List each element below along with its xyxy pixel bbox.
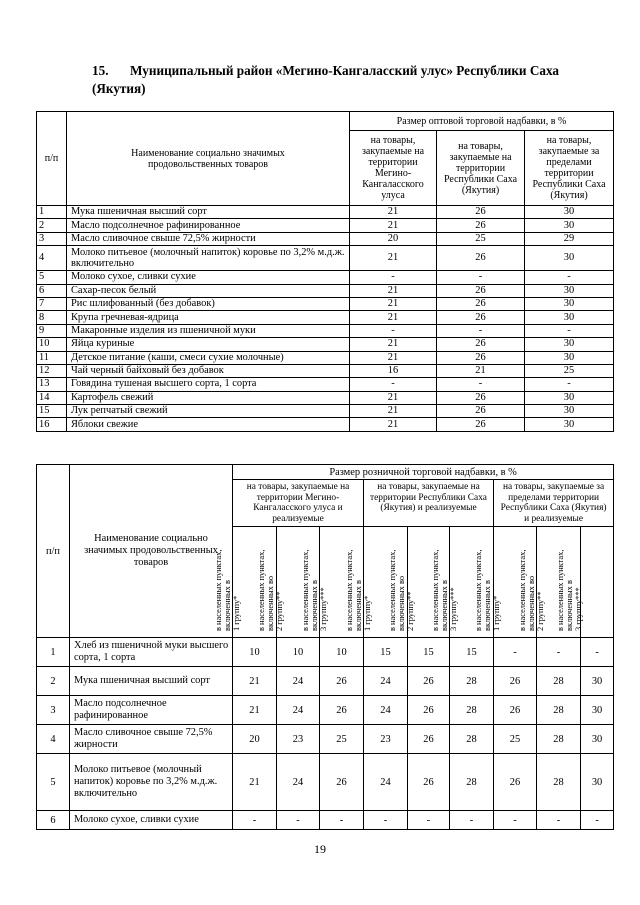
markup-value: - (581, 638, 614, 667)
table-row (37, 232, 614, 245)
vertical-header-line: в населенных пунктах, (517, 549, 527, 631)
vertical-header-line: 3 группу*** (318, 587, 328, 631)
markup-value: 24 (364, 667, 408, 696)
row-number: 8 (37, 311, 67, 324)
markup-value: 26 (437, 391, 525, 404)
markup-value: 30 (525, 338, 614, 351)
product-name: Молоко сухое, сливки сухие (70, 811, 233, 830)
col-name-header: Наименование социально значимых продовольственных товаров (67, 112, 350, 206)
row-number: 16 (37, 418, 67, 431)
col-name-header: Наименование социально значимых продовольственных товаров (70, 465, 233, 638)
section-title: Муниципальный район «Мегино-Кангаласский улус» Республики Саха (Якутия) (92, 63, 559, 96)
vertical-header-line: включенных во (526, 575, 536, 631)
markup-value: 30 (525, 391, 614, 404)
markup-value: 28 (450, 754, 494, 811)
markup-value: 26 (320, 754, 364, 811)
markup-value: 21 (350, 246, 437, 271)
table-row (37, 297, 614, 310)
product-name: Молоко питьевое (молочный напиток) коровье по 3,2% м.д.ж. включительно (70, 754, 233, 811)
markup-value: 30 (525, 311, 614, 324)
vertical-header-line: 3 группу*** (574, 587, 584, 631)
markup-value: 26 (437, 284, 525, 297)
markup-value: 15 (408, 638, 450, 667)
markup-value: - (525, 271, 614, 284)
row-number: 4 (37, 246, 67, 271)
markup-value: 28 (537, 667, 581, 696)
markup-value: 24 (277, 754, 320, 811)
table-row (37, 324, 614, 337)
row-number: 15 (37, 405, 67, 418)
markup-value: 30 (525, 418, 614, 431)
markup-value: 30 (581, 754, 614, 811)
row-number: 1 (37, 206, 67, 219)
product-name: Хлеб из пшеничной муки высшего сорта, 1 сорта (70, 638, 233, 667)
markup-value: 25 (320, 725, 364, 754)
markup-value: 21 (437, 364, 525, 377)
markup-value: 30 (525, 206, 614, 219)
product-name: Сахар-песок белый (67, 284, 350, 297)
product-name: Масло подсолнечное рафинированное (67, 219, 350, 232)
retail-group-header: на товары, закупаемые за пределами территории Республики Саха (Якутия) и реализуемые (494, 480, 614, 527)
markup-value: - (581, 811, 614, 830)
markup-value: 26 (494, 667, 537, 696)
row-number: 2 (37, 219, 67, 232)
table-row (37, 338, 614, 351)
table-row (37, 311, 614, 324)
markup-value: - (233, 811, 277, 830)
product-name: Картофель свежий (67, 391, 350, 404)
row-number: 4 (37, 725, 70, 754)
product-name: Масло подсолнечное рафинированное (70, 696, 233, 725)
wholesale-markup-table (36, 111, 614, 432)
row-number: 2 (37, 667, 70, 696)
section-heading (92, 62, 562, 98)
markup-value: 10 (277, 638, 320, 667)
vertical-header-text (474, 527, 501, 631)
product-name: Лук репчатый свежий (67, 405, 350, 418)
markup-value: 21 (350, 284, 437, 297)
markup-value: 21 (233, 696, 277, 725)
row-number: 5 (37, 271, 67, 284)
markup-value: 21 (350, 418, 437, 431)
markup-value: - (494, 811, 537, 830)
markup-value: 21 (350, 297, 437, 310)
markup-value: 21 (350, 311, 437, 324)
table-row (37, 364, 614, 377)
vertical-header-line: 3 группу*** (448, 587, 458, 631)
markup-value: 21 (233, 667, 277, 696)
product-name: Крупа гречневая-ядрица (67, 311, 350, 324)
table-row (37, 246, 614, 271)
vertical-header-line: в населенных пунктах, (257, 549, 266, 631)
markup-value: - (350, 378, 437, 391)
markup-value: 30 (525, 351, 614, 364)
markup-value: - (494, 638, 537, 667)
wholesale-sub-header: на товары, закупаемые на территории Мегино-Кангаласского улуса (350, 131, 437, 206)
markup-value: 15 (364, 638, 408, 667)
markup-value: 24 (277, 667, 320, 696)
markup-value: 23 (277, 725, 320, 754)
vertical-header-text (431, 527, 458, 631)
product-name: Масло сливочное свыше 72,5% жирности (67, 232, 350, 245)
markup-value: 26 (437, 418, 525, 431)
markup-value: - (350, 324, 437, 337)
table-row (37, 271, 614, 284)
vertical-header-line: 2 группу** (405, 591, 415, 631)
retail-group-header: на товары, закупаемые на территории Республики Саха (Якутия) и реализуемые (364, 480, 494, 527)
vertical-header-line: 1 группу* (231, 595, 241, 631)
table-row (37, 405, 614, 418)
markup-value: 26 (437, 206, 525, 219)
markup-value: 26 (320, 696, 364, 725)
vertical-header-line: в населенных пунктах, (213, 549, 223, 631)
markup-value: 10 (320, 638, 364, 667)
table-row (37, 284, 614, 297)
markup-value: 26 (437, 246, 525, 271)
table-row (37, 378, 614, 391)
product-name: Яйца куриные (67, 338, 350, 351)
vertical-header-line: 2 группу** (535, 591, 545, 631)
retail-settlement-group-header (556, 527, 614, 638)
markup-value: 25 (494, 725, 537, 754)
product-name: Молоко питьевое (молочный напиток) коровье по 3,2% м.д.ж. включительно (67, 246, 350, 271)
markup-value: - (320, 811, 364, 830)
product-name: Чай черный байховый без добавок (67, 364, 350, 377)
vertical-header-line: включенных в (309, 580, 319, 631)
markup-value: - (350, 271, 437, 284)
vertical-header-line: в населенных пунктах, (300, 549, 310, 631)
markup-value: 26 (320, 667, 364, 696)
table-row (37, 638, 614, 667)
markup-value: 24 (364, 696, 408, 725)
vertical-header-line: 2 группу** (275, 591, 284, 631)
markup-value: - (525, 324, 614, 337)
markup-value: 30 (525, 405, 614, 418)
row-number: 7 (37, 297, 67, 310)
vertical-header-line: в населенных пунктах, (430, 549, 440, 631)
markup-value: - (525, 378, 614, 391)
vertical-header-line: в населенных пунктах, (556, 549, 566, 631)
markup-value: - (450, 811, 494, 830)
row-number: 6 (37, 811, 70, 830)
vertical-header-text (518, 527, 545, 631)
markup-value: 30 (581, 667, 614, 696)
markup-value: 28 (450, 667, 494, 696)
table-row (37, 696, 614, 725)
markup-value: 21 (350, 219, 437, 232)
product-name: Говядина тушеная высшего сорта, 1 сорта (67, 378, 350, 391)
row-number: 11 (37, 351, 67, 364)
markup-value: 26 (408, 725, 450, 754)
vertical-header-line: в населенных пунктах, (474, 549, 483, 631)
vertical-header-line: 1 группу* (362, 595, 372, 631)
markup-value: - (537, 638, 581, 667)
product-name: Мука пшеничная высший сорт (67, 206, 350, 219)
retail-group-header: на товары, закупаемые на территории Мегино-Кангаласского улуса и реализуемые (233, 480, 364, 527)
product-name: Детское питание (каши, смеси сухие молочные) (67, 351, 350, 364)
vertical-header-line: включенных в (353, 580, 363, 631)
markup-value: 21 (350, 338, 437, 351)
markup-value: 26 (408, 754, 450, 811)
row-number: 3 (37, 696, 70, 725)
row-number: 1 (37, 638, 70, 667)
markup-value: 25 (437, 232, 525, 245)
page-number: 19 (314, 842, 326, 856)
markup-value: 28 (450, 725, 494, 754)
table-row (37, 725, 614, 754)
markup-value: 21 (350, 391, 437, 404)
markup-value: - (437, 378, 525, 391)
row-number: 3 (37, 232, 67, 245)
markup-value: 10 (233, 638, 277, 667)
markup-value: 28 (450, 696, 494, 725)
product-name: Мука пшеничная высший сорт (70, 667, 233, 696)
table-row (37, 667, 614, 696)
markup-value: 26 (494, 754, 537, 811)
wholesale-sub-header: на товары, закупаемые за пределами территории Республики Саха (Якутия) (525, 131, 614, 206)
markup-value: 25 (525, 364, 614, 377)
table-row (37, 754, 614, 811)
markup-value: 16 (350, 364, 437, 377)
vertical-header-text (257, 527, 284, 631)
markup-value: 26 (408, 667, 450, 696)
markup-value: 21 (350, 206, 437, 219)
markup-value: 26 (494, 696, 537, 725)
markup-value: 30 (581, 725, 614, 754)
vertical-header-line: включенных в (565, 580, 575, 631)
markup-value: 26 (437, 311, 525, 324)
markup-value: 15 (450, 638, 494, 667)
markup-value: - (437, 324, 525, 337)
vertical-header-text (214, 527, 241, 631)
markup-value: 26 (437, 297, 525, 310)
product-name: Молоко сухое, сливки сухие (67, 271, 350, 284)
vertical-header-line: в населенных пунктах, (387, 549, 397, 631)
vertical-header-line: включенных в (439, 580, 449, 631)
table-row (37, 206, 614, 219)
markup-value: 21 (350, 351, 437, 364)
vertical-header-text (556, 527, 583, 631)
table-row (37, 391, 614, 404)
table-row (37, 418, 614, 431)
vertical-header-text (345, 527, 372, 631)
product-name: Масло сливочное свыше 72,5% жирности (70, 725, 233, 754)
markup-value: 24 (364, 754, 408, 811)
markup-value: 21 (233, 754, 277, 811)
markup-value: 28 (537, 725, 581, 754)
markup-value: 26 (408, 696, 450, 725)
markup-value: 26 (437, 338, 525, 351)
row-number: 5 (37, 754, 70, 811)
markup-value: - (408, 811, 450, 830)
vertical-header-line: включенных во (266, 575, 275, 631)
vertical-header-line: включенных в (483, 580, 492, 631)
section-number: 15. (92, 63, 109, 78)
col-num-header: п/п (37, 112, 67, 206)
table-row (37, 219, 614, 232)
vertical-header-line: 1 группу* (492, 595, 501, 631)
markup-value: 30 (525, 297, 614, 310)
table-row (37, 351, 614, 364)
markup-value: - (437, 271, 525, 284)
markup-value: 26 (437, 351, 525, 364)
wholesale-size-header: Размер оптовой торговой надбавки, в % (350, 112, 614, 131)
row-number: 14 (37, 391, 67, 404)
product-name: Рис шлифованный (без добавок) (67, 297, 350, 310)
markup-value: 30 (581, 696, 614, 725)
wholesale-sub-header: на товары, закупаемые на территории Республики Саха (Якутия) (437, 131, 525, 206)
markup-value: - (277, 811, 320, 830)
markup-value: 30 (525, 219, 614, 232)
markup-value: 30 (525, 284, 614, 297)
vertical-header-text (301, 527, 328, 631)
row-number: 6 (37, 284, 67, 297)
row-number: 10 (37, 338, 67, 351)
markup-value: 26 (437, 219, 525, 232)
markup-value: 28 (537, 754, 581, 811)
markup-value: 30 (525, 246, 614, 271)
markup-value: - (364, 811, 408, 830)
row-number: 12 (37, 364, 67, 377)
product-name: Макаронные изделия из пшеничной муки (67, 324, 350, 337)
row-number: 9 (37, 324, 67, 337)
retail-markup-table (36, 464, 614, 830)
vertical-header-line: в населенных пунктах, (344, 549, 354, 631)
row-number: 13 (37, 378, 67, 391)
vertical-header-line: включенных в (222, 580, 232, 631)
markup-value: 20 (350, 232, 437, 245)
markup-value: 20 (233, 725, 277, 754)
markup-value: 23 (364, 725, 408, 754)
markup-value: 29 (525, 232, 614, 245)
markup-value: 28 (537, 696, 581, 725)
markup-value: 21 (350, 405, 437, 418)
vertical-header-text (388, 527, 415, 631)
table-row (37, 811, 614, 830)
vertical-header-line: включенных во (396, 575, 406, 631)
retail-size-header: Размер розничной торговой надбавки, в % (233, 465, 614, 480)
markup-value: 24 (277, 696, 320, 725)
markup-value: 26 (437, 405, 525, 418)
markup-value: - (537, 811, 581, 830)
col-num-header: п/п (37, 465, 70, 638)
product-name: Яблоки свежие (67, 418, 350, 431)
